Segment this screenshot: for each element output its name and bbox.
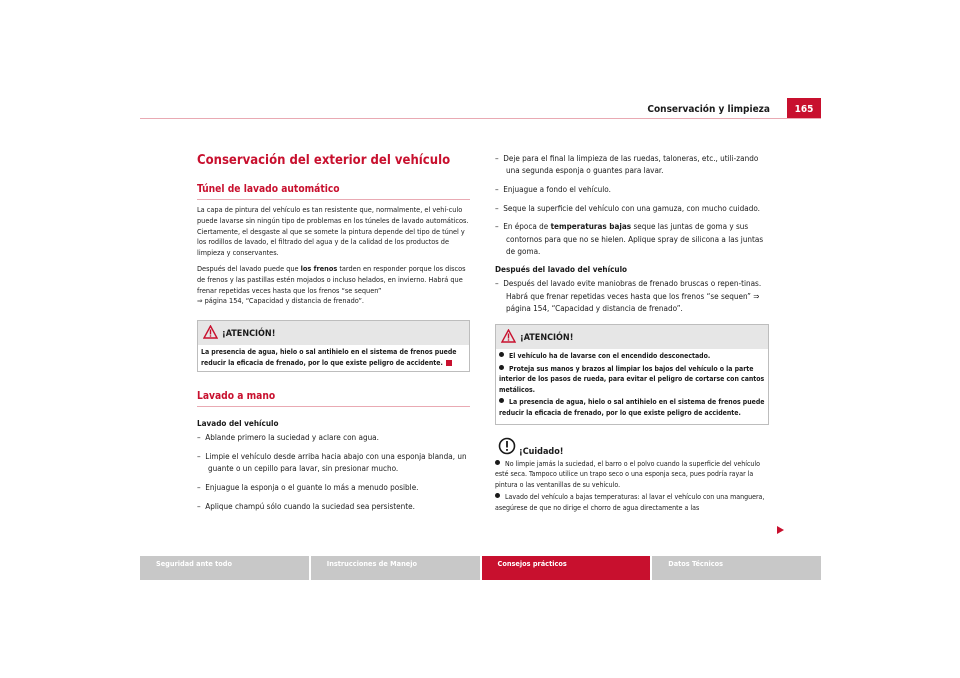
caution-header xyxy=(495,437,769,459)
list-item: La presencia de agua, hielo o sal antihielo en el sistema de frenos puede reducir la eficacia de frenado, por lo que existe peligro de accidente. xyxy=(499,398,765,417)
section-title-tunnel: Túnel de lavado automático xyxy=(197,183,470,200)
tab-instrucciones[interactable]: Instrucciones de Manejo xyxy=(311,556,480,580)
list-item: – Seque la superficie del vehículo con una gamuza, con mucho cuidado. xyxy=(495,202,769,214)
continue-arrow-icon xyxy=(776,525,785,535)
paragraph-brakes: Después del lavado puede que los frenos tarden en responder porque los discos de frenos y las pastillas estén mojados o incluso helados, en invierno. Habrá que frenar repetidas veces hasta que los frenos “se sequen” ⇒ página 154, “Capacidad y distancia de frenado”. xyxy=(197,263,466,306)
tab-datos-tecnicos[interactable]: Datos Técnicos xyxy=(652,556,821,580)
warning-box-brakes xyxy=(197,320,470,372)
wash-steps-list-continued xyxy=(495,152,769,257)
list-item: – Enjuague a fondo el vehículo. xyxy=(495,183,769,195)
end-marker-icon xyxy=(446,360,452,366)
list-item: No limpie jamás la suciedad, el barro o el polvo cuando la superficie del vehículo esté seca. Tampoco utilice un trapo seco o una esponja seca, pues podría rayar la pintura o las ventanillas de su vehículo. xyxy=(495,459,761,489)
warning-label: ¡ATENCIÓN! xyxy=(222,329,276,340)
right-column xyxy=(495,152,769,516)
warning-text: La presencia de agua, hielo o sal antihielo en el sistema de frenos puede reducir la eficacia de frenado, por lo que existe peligro de accidente. xyxy=(201,348,457,367)
list-item: – En época de temperaturas bajas seque las juntas de goma y sus contornos para que no se hielen. Aplique spray de silicona a las juntas de goma. xyxy=(495,220,769,257)
paragraph-paint: La capa de pintura del vehículo es tan resistente que, normalmente, el vehí-culo puede lavarse sin ningún tipo de problemas en los túneles de lavado automáticos. Ciertamente, el desgaste al que se somete la pintura depende del tipo de túnel y los rodillos de lavado, el filtrado del agua y de la calidad de los productos de limpieza y conservantes. xyxy=(197,205,469,258)
tab-consejos[interactable]: Consejos prácticos xyxy=(482,556,651,580)
list-item: – Después del lavado evite maniobras de frenado bruscas o repen-tinas. Habrá que frenar repetidas veces hasta que los frenos “se sequen” ⇒ página 154, “Capacidad y distancia de frenado”. xyxy=(495,277,769,314)
header-rule xyxy=(140,118,821,119)
subhead-wash: Lavado del vehículo xyxy=(197,418,279,429)
bullet-icon xyxy=(499,398,504,403)
list-item: – Limpie el vehículo desde arriba hacia abajo con una esponja blanda, un guante o un cepillo para lavar, sin presionar mucho. xyxy=(197,450,470,474)
warning-header xyxy=(496,325,768,349)
list-item: Proteja sus manos y brazos al limpiar los bajos del vehículo o la parte interior de los pasos de rueda, para evitar el peligro de cortarse con cantos metálicos. xyxy=(499,364,765,394)
bullet-icon xyxy=(499,352,504,357)
list-item: – Aplique champú sólo cuando la suciedad sea persistente. xyxy=(197,500,470,512)
wash-steps-list xyxy=(197,431,470,512)
section-title-handwash: Lavado a mano xyxy=(197,390,470,407)
tab-seguridad[interactable]: Seguridad ante todo xyxy=(140,556,309,580)
running-header-title: Conservación y limpieza xyxy=(647,104,770,115)
caution-body xyxy=(495,459,769,514)
caution-icon xyxy=(498,437,516,455)
warning-triangle-icon xyxy=(203,325,218,339)
cross-reference-link[interactable]: ⇒ página 154, “Capacidad y distancia de frenado”. xyxy=(197,296,364,306)
warning-label: ¡ATENCIÓN! xyxy=(520,333,574,344)
left-column xyxy=(197,152,470,518)
after-wash-list xyxy=(495,277,769,314)
warning-header xyxy=(198,321,469,345)
warning-triangle-icon xyxy=(501,329,516,343)
caution-label: ¡Cuidado! xyxy=(519,446,564,457)
main-title: Conservación del exterior del vehículo xyxy=(197,153,451,168)
list-item: – Ablande primero la suciedad y aclare con agua. xyxy=(197,431,470,443)
list-item: Lavado del vehículo a bajas temperaturas: al lavar el vehículo con una manguera, asegúrese de que no dirige el chorro de agua directamente a las xyxy=(495,493,765,512)
list-item: – Deje para el final la limpieza de las ruedas, taloneras, etc., utili-zando una segunda esponja o guantes para lavar. xyxy=(495,152,769,176)
subhead-after-wash: Después del lavado del vehículo xyxy=(495,264,628,275)
footer-nav xyxy=(140,556,821,580)
warning-box-safety xyxy=(495,324,769,425)
list-item: El vehículo ha de lavarse con el encendido desconectado. xyxy=(499,351,765,362)
list-item: – Enjuague la esponja o el guante lo más a menudo posible. xyxy=(197,481,470,493)
bullet-icon xyxy=(495,493,500,498)
page-number: 165 xyxy=(787,98,821,119)
warning-body xyxy=(496,349,768,424)
bullet-icon xyxy=(499,365,504,370)
bullet-icon xyxy=(495,460,500,465)
caution-box xyxy=(495,437,769,514)
